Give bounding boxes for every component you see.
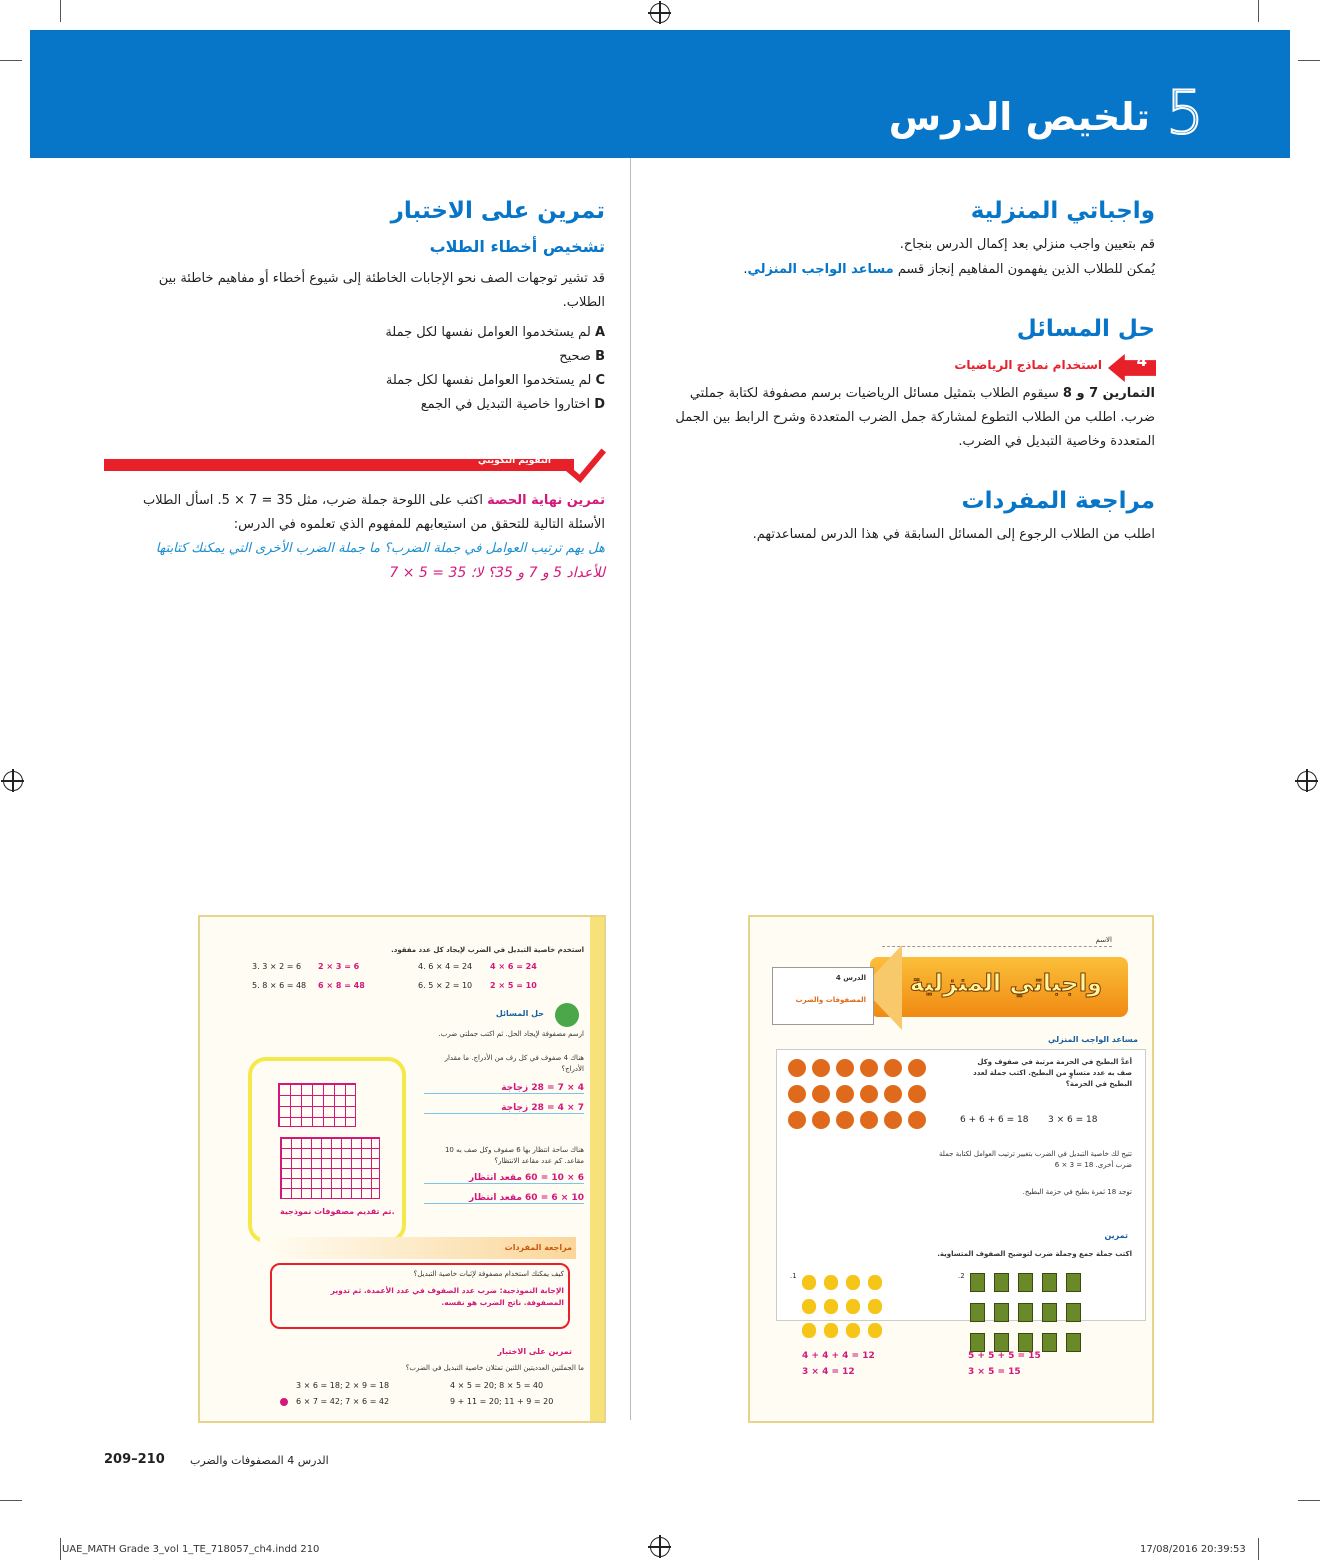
formative-l1: تمرين نهاية الحصة اكتب على اللوحة جملة ضرب، مثل 35 = 7 × 5. اسأل الطلاب bbox=[143, 493, 605, 508]
crop-mark bbox=[60, 1538, 61, 1560]
practice-title: تمرين bbox=[1104, 1231, 1128, 1240]
formative-l2: الأسئلة التالية للتحقق من استيعابهم للمفهوم الذي تعلموه في الدرس: bbox=[233, 517, 605, 532]
column-divider bbox=[630, 158, 631, 1420]
globe-icon bbox=[555, 1003, 579, 1027]
file-info: UAE_MATH Grade 3_vol 1_TE_718057_ch4.indd 210 bbox=[62, 1544, 320, 1555]
helper-eq-mul: 3 × 6 = 18 bbox=[1048, 1115, 1098, 1125]
missing-item: 4. 6 × 4 = 24 bbox=[418, 962, 473, 971]
checkmark-icon bbox=[562, 437, 606, 483]
answer-7b: 7 × 4 = 28 زجاجة bbox=[424, 1103, 584, 1114]
helper-commutative: تتيح لك خاصية التبديل في الضرب بتغيير ترتيب العوامل لكتابة جملة ضرب أخرى. 18 = 3 × 6 bbox=[939, 1150, 1132, 1169]
question-7: هناك 4 صفوف في كل رف من الأدراج. ما مقدار الأدراج؟ bbox=[444, 1054, 584, 1073]
missing-item: 3. 3 × 2 = 6 bbox=[252, 962, 302, 971]
badge-number: 4 bbox=[1136, 352, 1147, 370]
registration-mark-icon bbox=[1297, 771, 1317, 791]
answer-8a: 6 × 10 = 60 مقعد انتظار bbox=[424, 1173, 584, 1184]
question-10: ما الجملتين العدديتين اللتين تمثلان خاصية التبديل في الضرب؟ bbox=[405, 1364, 584, 1372]
answer-8b: 10 × 6 = 60 مقعد انتظار bbox=[424, 1193, 584, 1204]
helper-eq-sum: 6 + 6 + 6 = 18 bbox=[960, 1115, 1029, 1125]
banner-number: 5 bbox=[1165, 78, 1204, 148]
missing-item: 6. 5 × 2 = 10 bbox=[418, 981, 473, 990]
helper-note: توجد 18 ثمرة بطيخ في حزمة البطيخ. bbox=[1022, 1188, 1132, 1196]
test-p2: الطلاب. bbox=[562, 295, 605, 310]
exercise-label: التمارين 7 و 8 bbox=[1062, 386, 1155, 401]
problems-p3: المتعددة وخاصية التبديل في الضرب. bbox=[958, 434, 1155, 449]
answer-9: الإجابة النموذجية: ضرب عدد الصفوف في عدد الأعمدة. ثم تدوير المصفوفة. ناتج الضرب هو نفسه. bbox=[330, 1286, 564, 1307]
crop-mark bbox=[1258, 0, 1259, 22]
chapter-footer: الدرس 4 المصفوفات والضرب bbox=[190, 1454, 329, 1467]
test-title: تمرين على الاختبار bbox=[390, 198, 605, 224]
homework-line2: يُمكن للطلاب الذين يفهمون المفاهيم إنجاز قسم مساعد الواجب المنزلي. bbox=[743, 262, 1155, 277]
name-label: الاسم bbox=[882, 935, 1112, 947]
helper-title: مساعد الواجب المنزلي bbox=[1048, 1035, 1138, 1044]
student-page-thumbnail bbox=[198, 915, 606, 1423]
test-option: A لم يستخدموا العوامل نفسها لكل جملة bbox=[385, 325, 605, 340]
crop-mark bbox=[0, 60, 22, 61]
question-9: كيف يمكنك استخدام مصفوفة لإثبات خاصية التبديل؟ bbox=[413, 1270, 564, 1278]
page-numbers: 209–210 bbox=[104, 1452, 165, 1467]
page-edge bbox=[590, 917, 604, 1421]
option-a: 3 × 6 = 18; 2 × 9 = 18 bbox=[296, 1381, 390, 1390]
missing-item-answer: 2 × 3 = 6 bbox=[318, 962, 360, 971]
test-option: D اختاروا خاصية التبديل في الجمع bbox=[420, 397, 605, 412]
missing-item: 5. 8 × 6 = 48 bbox=[252, 981, 307, 990]
review-title: مراجعة المفردات bbox=[961, 488, 1155, 514]
arrow-badge-icon bbox=[1108, 354, 1156, 382]
badge-text: استخدام نماذج الرياضيات bbox=[954, 358, 1102, 372]
homework-line1: قم بتعيين واجب منزلي بعد إكمال الدرس بنجاح. bbox=[899, 237, 1155, 252]
missing-item-answer: 2 × 5 = 10 bbox=[490, 981, 537, 990]
formative-label: التقويم التكويني bbox=[478, 456, 552, 466]
option-c: 4 × 5 = 20; 8 × 5 = 40 bbox=[450, 1381, 544, 1390]
problems-p2: ضرب. اطلب من الطلاب التطوع لمشاركة جمل الضرب المتعددة وشرح الرابط بين الجمل bbox=[675, 410, 1155, 425]
selected-option-icon bbox=[280, 1398, 288, 1406]
problems-title: حل المسائل bbox=[1016, 316, 1155, 342]
formative-lead: تمرين نهاية الحصة bbox=[487, 493, 605, 508]
homework-title: واجباتي المنزلية bbox=[970, 198, 1155, 224]
missing-item-answer: 6 × 8 = 48 bbox=[318, 981, 365, 990]
problems-title: حل المسائل bbox=[495, 1009, 544, 1018]
test-p1: قد تشير توجهات الصف نحو الإجابات الخاطئة إلى شيوع أخطاء أو مفاهيم خاطئة بين bbox=[158, 271, 605, 286]
option-b: 6 × 7 = 42; 7 × 6 = 42 bbox=[296, 1397, 390, 1406]
problems-p1: التمارين 7 و 8 سيقوم الطلاب بتمثيل مسائل الرياضيات برسم مصفوفة لكتابة جملتي bbox=[689, 386, 1155, 401]
problems-instruction: ارسم مصفوفة لإيجاد الحل. ثم اكتب جملتي ضرب. bbox=[438, 1030, 584, 1038]
thumb-title: واجباتي المنزلية bbox=[909, 969, 1102, 997]
formative-question: هل يهم ترتيب العوامل في جملة الضرب؟ ما جملة الضرب الأخرى التي يمكنك كتابتها bbox=[155, 541, 605, 556]
ex1-sum: 4 + 4 + 4 = 12 bbox=[802, 1351, 875, 1361]
test-option: C لم يستخدموا العوامل نفسها لكل جملة bbox=[385, 373, 605, 388]
array-7x4 bbox=[278, 1083, 356, 1127]
crop-mark bbox=[1258, 1538, 1259, 1560]
registration-mark-icon bbox=[3, 771, 23, 791]
test-subtitle: تشخيص أخطاء الطلاب bbox=[429, 237, 605, 256]
crop-mark bbox=[60, 0, 61, 22]
registration-mark-icon bbox=[650, 3, 670, 23]
lesson-sub: المصفوفات والضرب bbox=[795, 996, 866, 1004]
missing-item-answer: 4 × 6 = 24 bbox=[490, 962, 537, 971]
crop-mark bbox=[0, 1500, 22, 1501]
ex2-num: 2. bbox=[958, 1272, 965, 1280]
crop-mark bbox=[1298, 1500, 1320, 1501]
option-d: 9 + 11 = 20; 11 + 9 = 20 bbox=[450, 1397, 554, 1406]
answer-7a: 4 × 7 = 28 زجاجة bbox=[424, 1083, 584, 1094]
practice-question: اكتب جملة جمع وجملة ضرب لتوضيح الصفوف المتساوية. bbox=[937, 1250, 1132, 1258]
crop-mark bbox=[1298, 60, 1320, 61]
array-10x6 bbox=[280, 1137, 380, 1199]
helper-question: أعدَّ البطيخ في الحزمة مرتبة في صفوف وكل صف به عدد متساوٍ من البطيخ. اكتب جملة لعدد البطيخ في الحزمة؟ bbox=[973, 1058, 1132, 1088]
student-page-thumbnail bbox=[748, 915, 1154, 1423]
formative-answer: للأعداد 5 و 7 و 35؟ لا؛ 35 = 5 × 7 bbox=[389, 565, 605, 581]
test-option: B صحيح bbox=[559, 349, 605, 364]
ex2-mul: 3 × 5 = 15 bbox=[968, 1367, 1021, 1377]
question-8: هناك ساحة انتظار بها 6 صفوف وكل صف به 10 مقاعد. كم عدد مقاعد الانتظار؟ bbox=[444, 1146, 584, 1165]
ex2-sum: 5 + 5 + 5 = 15 bbox=[968, 1351, 1041, 1361]
ex1-mul: 3 × 4 = 12 bbox=[802, 1367, 855, 1377]
timestamp: 17/08/2016 20:39:53 bbox=[1140, 1544, 1246, 1555]
model-note: تم تقديم مصفوفات نموذجية. bbox=[280, 1207, 395, 1216]
registration-mark-icon bbox=[650, 1537, 670, 1557]
ex1-num: 1. bbox=[790, 1272, 797, 1280]
lesson-label: الدرس 4 bbox=[835, 974, 866, 982]
vocab-title: مراجعة المفردات bbox=[504, 1243, 572, 1252]
test-title: تمرين على الاختبار bbox=[497, 1347, 572, 1356]
banner-title: تلخيص الدرس bbox=[888, 95, 1150, 139]
review-text: اطلب من الطلاب الرجوع إلى المسائل السابقة في هذا الدرس لمساعدتهم. bbox=[752, 527, 1155, 542]
instruction: استخدم خاصية التبديل في الضرب لإيجاد كل عدد مفقود. bbox=[391, 946, 584, 954]
homework-helper-link: مساعد الواجب المنزلي bbox=[747, 262, 894, 277]
